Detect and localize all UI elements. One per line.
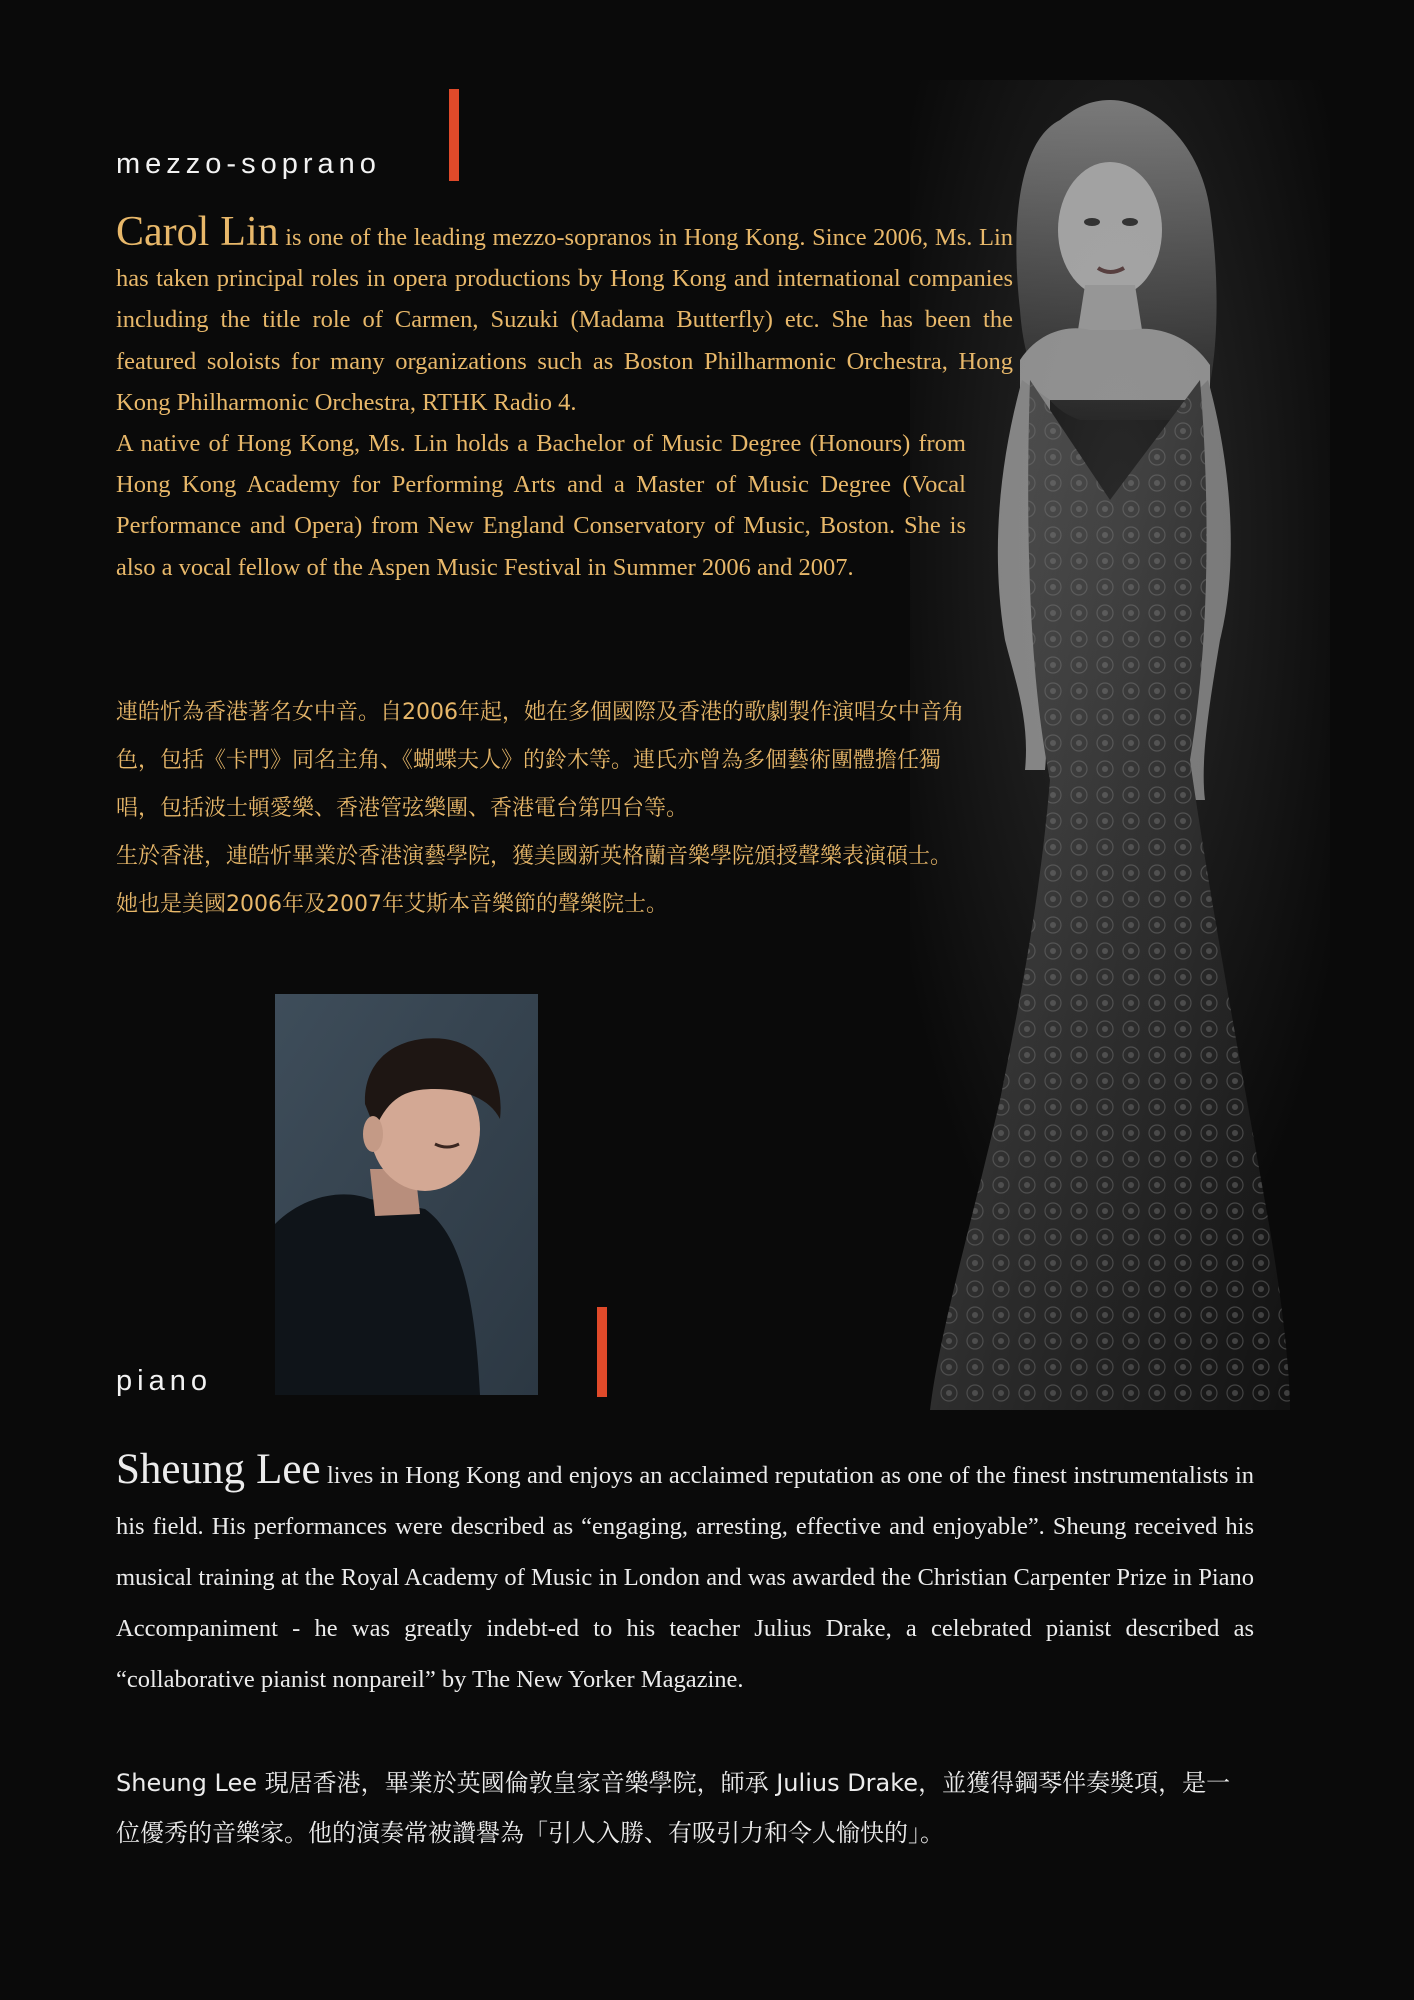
singer-bio-zh-2: 生於香港，連皓忻畢業於香港演藝學院，獲美國新英格蘭音樂學院頒授聲樂表演碩士。她也是美國2006年及2007年艾斯本音樂節的聲樂院士。 [116,844,953,917]
pianist-bio-zh: Sheung Lee 現居香港，畢業於英國倫敦皇家音樂學院，師承 Julius Drake，並獲得鋼琴伴奏獎項，是一位優秀的音樂家。他的演奏常被讚譽為「引人入勝、有吸引力和令人愉快的」。 [116,1769,1231,1847]
singer-bio-text-1: is one of the leading mezzo-sopranos in Hong Kong. Since 2006, Ms. Lin has taken principal roles in opera productions by Hong Kong and international companies including the title role of Carmen, Suzuki (Madama Butterfly) etc. She has been the featured soloists for many organizations such as Boston Philharmonic Orchestra, Hong Kong Philharmonic Orchestra, RTHK Radio 4. [116,224,1013,416]
pianist-photo [275,994,538,1395]
pianist-bio-paragraph [116,1444,1254,1705]
singer-bio-chinese [116,689,966,929]
singer-bio-english [116,209,1013,588]
pianist-accent-bar [597,1307,607,1397]
pianist-bio-chinese [116,1758,1254,1858]
singer-name: Carol Lin [116,209,279,255]
singer-accent-bar [449,89,459,181]
pianist-name: Sheung Lee [116,1446,321,1493]
pianist-bio-text: lives in Hong Kong and enjoys an acclaimed reputation as one of the finest instrumentalists in his field. His performances were described as “engaging, arresting, effective and enjoyable”. Sheung received his musical training at the Royal Academy of Music in London and was awarded the Christian Carpenter Prize in Piano Accompaniment - he was greatly indebt-ed to his teacher Julius Drake, a celebrated pianist described as “collaborative pianist nonpareil” by The New Yorker Magazine. [116,1462,1254,1693]
singer-bio-paragraph-2: A native of Hong Kong, Ms. Lin holds a Bachelor of Music Degree (Honours) from Hong Kong Academy for Performing Arts and a Master of Music Degree (Vocal Performance and Opera) from New England Conservatory of Music, Boston. She is also a vocal fellow of the Aspen Music Festival in Summer 2006 and 2007. [116,430,966,581]
pianist-bio-english [116,1444,1254,1705]
pianist-role-label: piano [116,1365,212,1397]
singer-role-label: mezzo-soprano [116,148,381,180]
singer-bio-zh-1: 連皓忻為香港著名女中音。自2006年起，她在多個國際及香港的歌劇製作演唱女中音角色，包括《卡門》同名主角、《蝴蝶夫人》的鈴木等。連氏亦曾為多個藝術團體擔任獨唱，包括波士頓愛樂、香港管弦樂團、香港電台第四台等。 [116,700,964,821]
singer-bio-paragraph-1 [116,209,1013,423]
